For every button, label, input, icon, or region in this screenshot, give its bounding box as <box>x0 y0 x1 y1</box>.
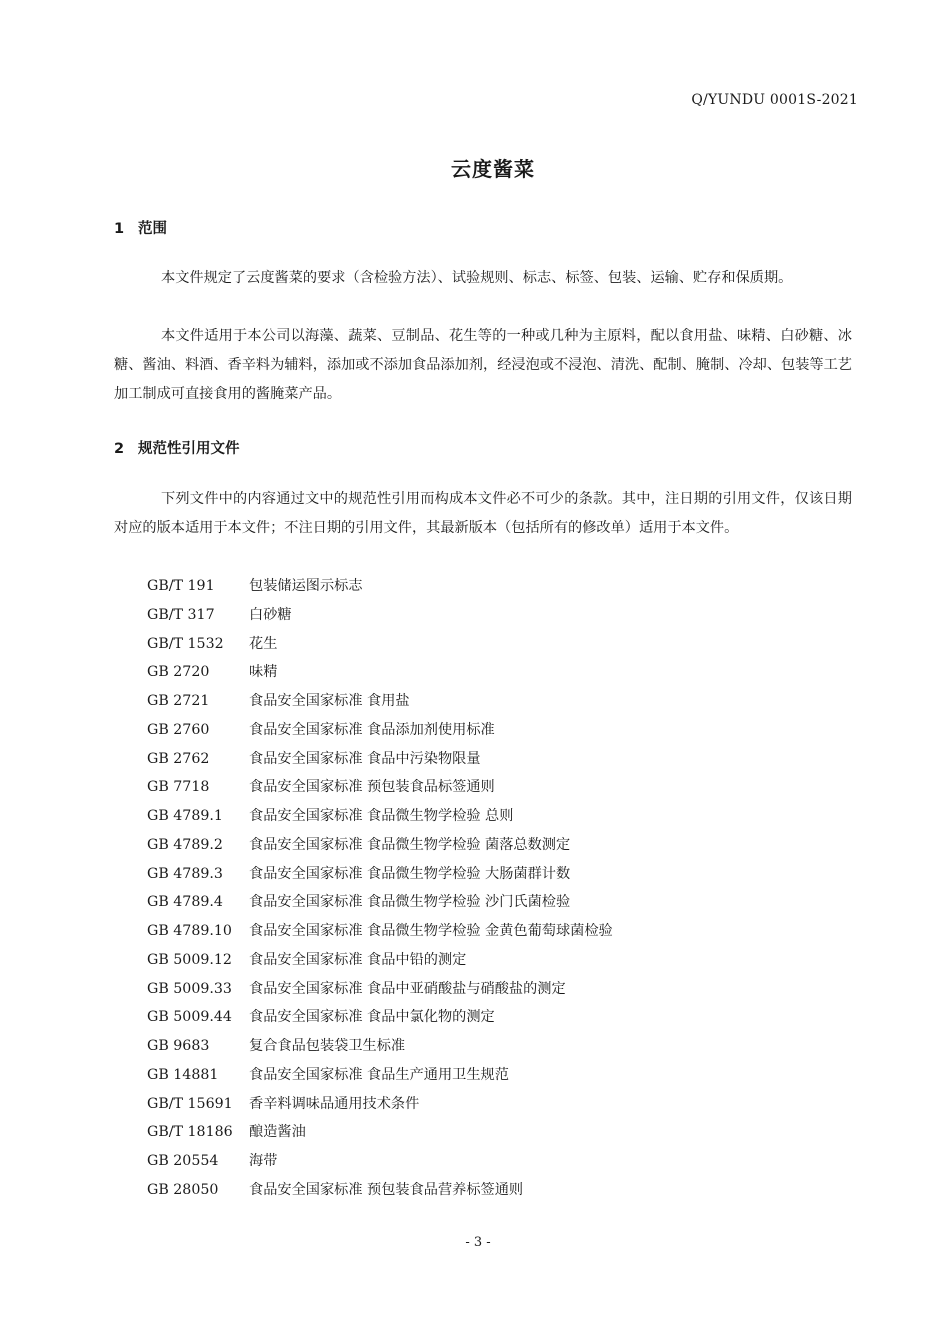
reference-item <box>147 773 613 802</box>
section-title: 规范性引用文件 <box>138 441 240 457</box>
reference-code: GB 2721 <box>147 693 210 709</box>
reference-title: 食品安全国家标准 食品生产通用卫生规范 <box>249 1066 509 1083</box>
reference-item <box>147 658 613 687</box>
reference-title: 复合食品包装袋卫生标准 <box>249 1038 406 1054</box>
reference-code: GB 9683 <box>147 1038 210 1054</box>
reference-code: GB 7718 <box>147 779 210 796</box>
reference-code: GB 5009.12 <box>147 951 232 968</box>
reference-item <box>147 946 613 975</box>
reference-item <box>147 917 613 946</box>
reference-title: 食品安全国家标准 食品中铅的测定 <box>249 951 467 968</box>
reference-title: 食品安全国家标准 食品中氯化物的测定 <box>249 1009 495 1026</box>
reference-item <box>147 1061 613 1090</box>
reference-title: 食品安全国家标准 食品微生物学检验 菌落总数测定 <box>249 836 571 853</box>
reference-list <box>147 572 613 1205</box>
reference-code: GB/T 1532 <box>147 635 224 652</box>
reference-item <box>147 975 613 1004</box>
reference-item <box>147 1003 613 1032</box>
reference-item <box>147 630 613 659</box>
reference-item <box>147 802 613 831</box>
reference-item <box>147 1118 613 1147</box>
reference-item <box>147 1147 613 1176</box>
reference-item <box>147 745 613 774</box>
reference-title: 食品安全国家标准 食品中亚硝酸盐与硝酸盐的测定 <box>249 980 566 997</box>
scope-paragraph-1: 本文件规定了云度酱菜的要求（含检验方法）、试验规则、标志、标签、包装、运输、贮存和保质期。 <box>161 270 793 286</box>
reference-title: 食品安全国家标准 食品微生物学检验 金黄色葡萄球菌检验 <box>249 923 613 939</box>
reference-title: 食品安全国家标准 食品微生物学检验 总则 <box>249 808 514 824</box>
reference-code: GB/T 15691 <box>147 1095 233 1112</box>
reference-title: 食品安全国家标准 食品微生物学检验 大肠菌群计数 <box>249 865 571 882</box>
reference-item <box>147 888 613 917</box>
reference-code: GB 5009.44 <box>147 1009 232 1026</box>
reference-title: 食品安全国家标准 食品中污染物限量 <box>249 750 481 767</box>
document-code: Q/YUNDU 0001S-2021 <box>691 92 858 108</box>
reference-code: GB 4789.4 <box>147 894 223 911</box>
document-title: 云度酱菜 <box>451 157 535 181</box>
reference-code: GB 20554 <box>147 1153 219 1169</box>
reference-item <box>147 1090 613 1119</box>
reference-item <box>147 831 613 860</box>
reference-title: 包装储运图示标志 <box>249 578 363 594</box>
reference-title: 食品安全国家标准 预包装食品营养标签通则 <box>249 1181 524 1198</box>
reference-title: 食品安全国家标准 食品添加剂使用标准 <box>249 721 495 738</box>
reference-code: GB 4789.10 <box>147 923 232 939</box>
reference-code: GB/T 317 <box>147 606 215 623</box>
reference-code: GB 4789.3 <box>147 865 223 882</box>
reference-code: GB 14881 <box>147 1066 219 1083</box>
section-number: 1 <box>114 221 125 237</box>
reference-code: GB 2760 <box>147 721 210 738</box>
reference-title: 海带 <box>249 1153 278 1169</box>
reference-code: GB 28050 <box>147 1181 219 1198</box>
reference-title: 味精 <box>249 664 278 681</box>
page-number: - 3 - <box>465 1235 491 1250</box>
reference-code: GB 2720 <box>147 664 210 681</box>
section-number: 2 <box>114 441 125 457</box>
reference-item <box>147 1032 613 1061</box>
references-intro-paragraph: 下列文件中的内容通过文中的规范性引用而构成本文件必不可少的条款。其中，注日期的引用文件，仅该日期对应的版本适用于本文件；不注日期的引用文件，其最新版本（包括所有的修改单）适用于本文件。 <box>114 491 852 536</box>
reference-item <box>147 860 613 889</box>
reference-title: 食品安全国家标准 食品微生物学检验 沙门氏菌检验 <box>249 894 571 911</box>
reference-code: GB 4789.2 <box>147 836 223 853</box>
reference-title: 香辛料调味品通用技术条件 <box>249 1095 420 1112</box>
reference-item <box>147 601 613 630</box>
reference-item <box>147 1176 613 1205</box>
reference-code: GB/T 191 <box>147 578 215 594</box>
reference-item <box>147 716 613 745</box>
reference-code: GB 5009.33 <box>147 980 232 997</box>
section-heading-normative-references <box>114 437 240 458</box>
reference-title: 酿造酱油 <box>249 1124 306 1141</box>
reference-title: 白砂糖 <box>249 606 292 623</box>
reference-code: GB 4789.1 <box>147 808 223 824</box>
reference-title: 花生 <box>249 635 278 652</box>
reference-code: GB 2762 <box>147 750 210 767</box>
section-title: 范围 <box>138 221 167 237</box>
reference-code: GB/T 18186 <box>147 1124 233 1141</box>
reference-item <box>147 687 613 716</box>
scope-paragraph-2: 本文件适用于本公司以海藻、蔬菜、豆制品、花生等的一种或几种为主原料，配以食用盐、味精、白砂糖、冰糖、酱油、料酒、香辛料为辅料，添加或不添加食品添加剂，经浸泡或不浸泡、清洗、配制、腌制、冷却、包装等工艺加工制成可直接食用的酱腌菜产品。 <box>114 328 852 402</box>
reference-title: 食品安全国家标准 食用盐 <box>249 693 410 709</box>
reference-item <box>147 572 613 601</box>
section-heading-scope <box>114 217 167 238</box>
reference-title: 食品安全国家标准 预包装食品标签通则 <box>249 779 495 796</box>
